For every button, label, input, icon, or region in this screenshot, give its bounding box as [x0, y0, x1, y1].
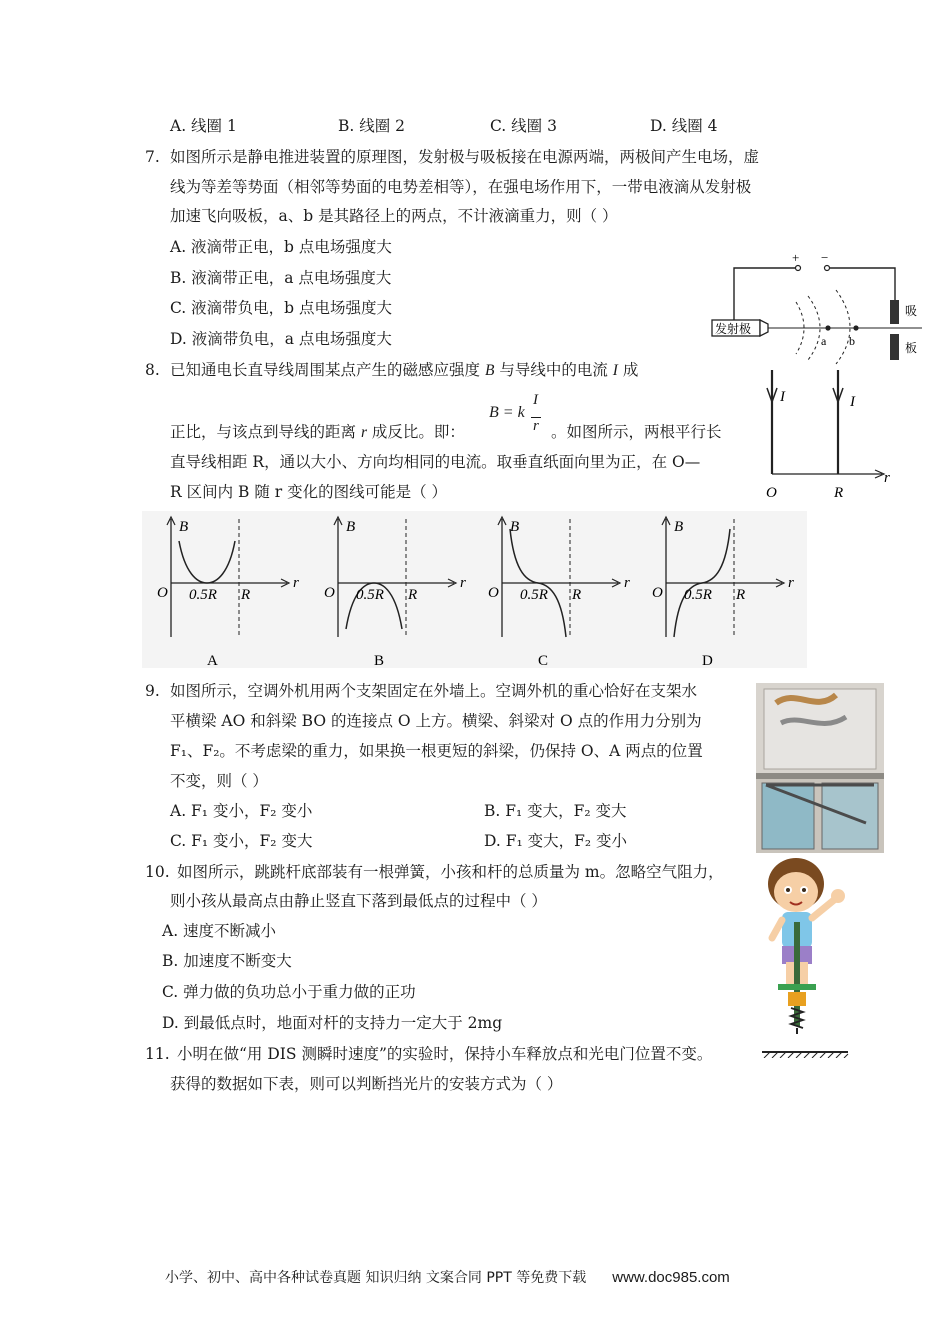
q7-option-b: B. 液滴带正电，a 点电场强度大: [170, 269, 392, 287]
plate-label-top: 吸: [905, 304, 918, 318]
q9-ac-bracket-photo: [756, 683, 884, 853]
axis-B-label: B: [510, 519, 520, 535]
axis-B-label: B: [346, 519, 356, 535]
q9-line4: 不变，则（ ）: [170, 772, 268, 790]
wire-r-axis-label: r: [884, 470, 890, 486]
formula-denominator: r: [533, 418, 539, 434]
R-tick-label: R: [241, 587, 251, 603]
origin-label: O: [324, 585, 335, 601]
q10-option-c: C. 弹力做的负功总小于重力做的正功: [162, 983, 416, 1001]
q7-option-c: C. 液滴带负电，b 点电场强度大: [170, 299, 393, 317]
point-a-label: a: [821, 334, 827, 348]
q9-option-a: A. F₁ 变小，F₂ 变小: [170, 802, 313, 820]
half-R-tick-label: 0.5R: [189, 587, 217, 603]
formula-lhs: B = k: [489, 404, 525, 421]
q8-line2-post: 。如图所示，两根平行长: [551, 423, 722, 441]
q6-option-d: D. 线圈 4: [650, 117, 718, 135]
emitter-label: 发射极: [715, 322, 752, 336]
q9-line2: 平横梁 AO 和斜梁 BO 的连接点 O 上方。横梁、斜梁对 O 点的作用力分别为: [170, 712, 702, 730]
b-curve: [179, 541, 235, 583]
q11-line2: 获得的数据如下表，则可以判断挡光片的安装方式为（ ）: [170, 1075, 563, 1093]
q7-line3: 加速飞向吸板，a、b 是其路径上的两点，不计液滴重力，则（ ）: [170, 207, 618, 225]
origin-label: O: [157, 585, 168, 601]
footer-url[interactable]: www.doc985.com: [612, 1269, 730, 1286]
q11-line1: 小明在做“用 DIS 测瞬时速度”的实验时，保持小车释放点和光电门位置不变。: [177, 1045, 713, 1063]
q7-option-d: D. 液滴带负电，a 点电场强度大: [170, 330, 392, 348]
q8-wires-figure: [758, 366, 898, 502]
R-tick-label: R: [572, 587, 582, 603]
q10-option-b: B. 加速度不断变大: [162, 952, 292, 970]
wire-current-1: I: [780, 389, 785, 405]
q8-line2: 正比，与该点到导线的距离 r 成反比。即：: [170, 423, 465, 441]
r-axis-label: r: [460, 575, 466, 591]
q8-line4: R 区间内 B 随 r 变化的图线可能是（ ）: [170, 483, 448, 501]
plus-sign: +: [792, 250, 800, 265]
wire-current-2: I: [850, 394, 855, 410]
axis-B-label: B: [179, 519, 189, 535]
minus-sign: −: [821, 250, 829, 265]
q7-propulsion-figure: [700, 250, 930, 365]
q8-formula: [489, 392, 549, 442]
graph-letter: D: [702, 653, 713, 668]
q9-option-c: C. F₁ 变小，F₂ 变大: [170, 832, 313, 850]
q8-number: 8.: [145, 361, 160, 379]
q8-graph-b: [312, 511, 472, 668]
half-R-tick-label: 0.5R: [356, 587, 384, 603]
q9-line3: F₁、F₂。不考虑梁的重力，如果换一根更短的斜梁，仍保持 O、A 两点的位置: [170, 742, 703, 760]
q7-number: 7.: [145, 148, 160, 166]
graph-letter: B: [374, 653, 385, 668]
q8-graph-d: [640, 511, 800, 668]
wire-R-label: R: [834, 485, 844, 501]
axis-B-label: B: [674, 519, 684, 535]
q6-option-c: C. 线圈 3: [490, 117, 557, 135]
origin-label: O: [652, 585, 663, 601]
point-b-label: b: [849, 334, 855, 348]
q7-line1: 如图所示是静电推进装置的原理图，发射极与吸板接在电源两端，两极间产生电场，虚: [170, 148, 760, 166]
q9-line1: 如图所示，空调外机用两个支架固定在外墙上。空调外机的重心恰好在支架水: [170, 682, 698, 700]
q9-option-d: D. F₁ 变大，F₂ 变小: [484, 832, 628, 850]
R-tick-label: R: [408, 587, 418, 603]
formula-numerator: I: [533, 392, 538, 408]
q6-option-a: A. 线圈 1: [170, 117, 237, 135]
plate-label-bottom: 板: [905, 341, 918, 355]
r-axis-label: r: [293, 575, 299, 591]
footer-text: 小学、初中、高中各种试卷真题 知识归纳 文案合同 PPT 等免费下载: [165, 1270, 587, 1286]
origin-label: O: [488, 585, 499, 601]
q10-line2: 则小孩从最高点由静止竖直下落到最低点的过程中（ ）: [170, 892, 547, 910]
graph-letter: A: [207, 653, 218, 668]
q10-option-a: A. 速度不断减小: [162, 922, 277, 940]
q8-graph-c: [476, 511, 636, 668]
q8-line3: 直导线相距 R，通以大小、方向均相同的电流。取垂直纸面向里为正，在 O—: [170, 453, 701, 471]
q10-line1: 如图所示，跳跳杆底部装有一根弹簧，小孩和杆的总质量为 m。忽略空气阻力，: [177, 863, 724, 881]
q7-option-a: A. 液滴带正电，b 点电场强度大: [170, 238, 392, 256]
q8-graph-a: [145, 511, 305, 668]
r-axis-label: r: [624, 575, 630, 591]
footer: [165, 1268, 730, 1288]
q6-option-b: B. 线圈 2: [338, 117, 406, 135]
q11-number: 11.: [145, 1045, 170, 1063]
q10-option-d: D. 到最低点时，地面对杆的支持力一定大于 2mg: [162, 1014, 503, 1032]
graph-letter: C: [538, 653, 549, 668]
wire-origin-label: O: [766, 485, 777, 501]
q10-pogo-child-illustration: [758, 852, 854, 1058]
q9-option-b: B. F₁ 变大，F₂ 变大: [484, 802, 627, 820]
q8-line1: 已知通电长直导线周围某点产生的磁感应强度 B 与导线中的电流 I 成: [170, 361, 639, 379]
half-R-tick-label: 0.5R: [520, 587, 548, 603]
q10-number: 10.: [145, 863, 170, 881]
q9-number: 9.: [145, 682, 160, 700]
r-axis-label: r: [788, 575, 794, 591]
R-tick-label: R: [736, 587, 746, 603]
q7-line2: 线为等差等势面（相邻等势面的电势差相等），在强电场作用下，一带电液滴从发射极: [170, 178, 752, 196]
half-R-tick-label: 0.5R: [684, 587, 712, 603]
